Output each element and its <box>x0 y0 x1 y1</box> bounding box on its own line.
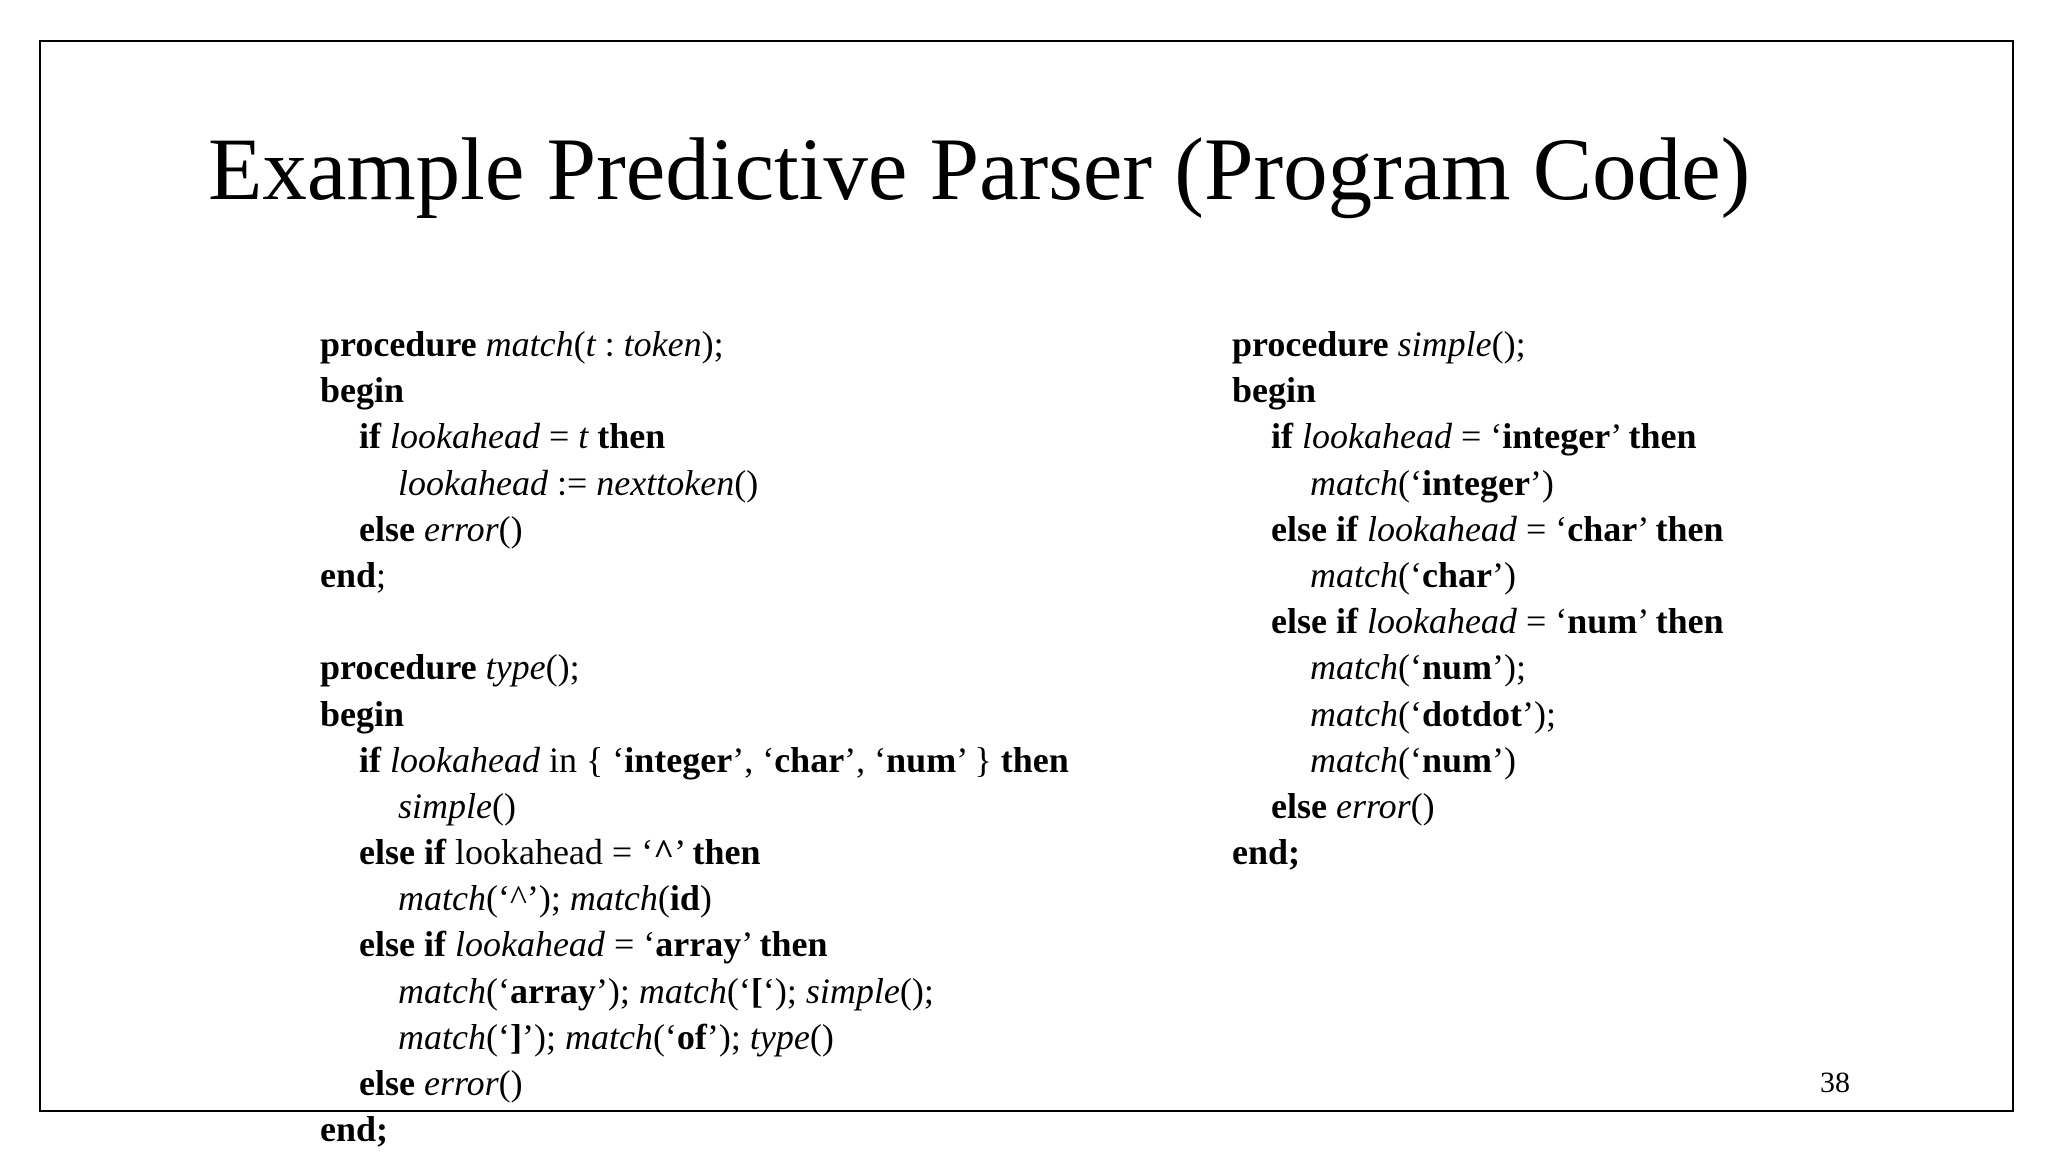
code-token: match <box>398 1016 486 1057</box>
code-block-right <box>1232 321 1724 875</box>
code-token: end; <box>320 1109 389 1150</box>
code-token: char <box>774 739 845 780</box>
code-line <box>320 460 1069 506</box>
code-line <box>320 1106 1069 1152</box>
code-line <box>320 783 1069 829</box>
code-token: then <box>692 832 761 873</box>
code-token: lookahead = ‘ <box>445 832 654 873</box>
code-token: ’ <box>1610 416 1629 457</box>
code-token <box>588 416 597 456</box>
code-token: = ‘ <box>604 924 656 965</box>
code-token: (); <box>545 647 580 688</box>
code-token: (‘^’); <box>485 878 570 919</box>
code-token: ’) <box>1492 739 1516 780</box>
code-token: then <box>1655 601 1724 642</box>
code-line <box>1232 829 1724 875</box>
code-token: match <box>398 970 486 1011</box>
code-token: ( <box>573 324 586 364</box>
code-token: ’ } <box>956 739 1001 780</box>
code-token: num <box>1567 601 1638 642</box>
code-token: (‘ <box>726 970 751 1011</box>
code-token: ; <box>376 554 387 595</box>
code-token: ’); <box>595 970 639 1011</box>
code-token: (‘ <box>1397 693 1422 734</box>
code-token: then <box>1628 416 1697 457</box>
code-token: = <box>539 416 579 457</box>
code-token <box>1327 786 1336 826</box>
code-token: else <box>1271 785 1327 826</box>
code-token: then <box>759 924 828 965</box>
code-line <box>1232 321 1724 367</box>
code-token: ’); <box>1522 693 1556 734</box>
code-token: : <box>595 324 624 364</box>
code-token: if <box>359 739 381 780</box>
code-line <box>1232 460 1724 506</box>
code-token: ’) <box>1491 554 1516 595</box>
code-token: lookahead <box>398 462 548 503</box>
code-line <box>320 737 1069 783</box>
code-token: token <box>623 324 702 364</box>
code-token: if <box>359 416 381 457</box>
code-token: match <box>1310 462 1398 503</box>
code-token: () <box>498 1063 523 1103</box>
code-token: match <box>1310 554 1398 595</box>
code-token: = ‘ <box>1516 601 1568 642</box>
code-token: error <box>423 1063 499 1103</box>
code-token: integer <box>1421 462 1530 503</box>
code-token: begin <box>320 693 405 734</box>
code-token: [ <box>750 970 763 1011</box>
code-line <box>320 506 1069 552</box>
code-line <box>320 321 1069 367</box>
code-token: error <box>1335 785 1411 826</box>
code-token: in { ‘ <box>539 739 625 780</box>
code-token <box>446 924 455 964</box>
code-token: num <box>886 739 957 780</box>
code-token: lookahead <box>1366 508 1517 549</box>
code-token: ’); <box>706 1016 750 1057</box>
code-token: num <box>1421 739 1492 780</box>
code-token: ’, ‘ <box>732 739 775 780</box>
code-token: end; <box>1232 832 1301 873</box>
code-token: end <box>320 554 377 595</box>
code-line <box>320 644 1069 690</box>
code-token <box>415 509 424 549</box>
code-token: () <box>734 462 759 503</box>
code-token: then <box>1000 739 1069 780</box>
code-token: type <box>485 647 546 688</box>
code-token: char <box>1567 508 1638 549</box>
code-token: ’) <box>1529 462 1554 503</box>
code-token: simple <box>805 970 900 1011</box>
code-token: lookahead <box>390 739 540 780</box>
code-token: else <box>359 508 415 549</box>
code-line <box>320 875 1069 921</box>
code-token: ’ <box>741 924 760 965</box>
code-token: ’); <box>521 1016 565 1057</box>
code-line <box>1232 413 1724 459</box>
code-token: else if <box>1271 601 1358 642</box>
code-line <box>320 968 1069 1014</box>
code-token: integer <box>624 739 733 780</box>
code-line <box>1232 552 1724 598</box>
code-token: = ‘ <box>1451 416 1503 457</box>
code-line <box>320 921 1069 967</box>
code-token: ] <box>509 1016 522 1057</box>
code-line <box>320 552 1069 598</box>
code-token: lookahead <box>454 924 605 965</box>
code-token: ‘); <box>762 970 806 1011</box>
code-token <box>415 1063 424 1103</box>
code-token: match <box>1310 739 1398 780</box>
page-number: 38 <box>1820 1066 1850 1099</box>
code-token: else if <box>359 832 446 873</box>
code-token: lookahead <box>1302 416 1452 457</box>
code-token: ); <box>701 324 724 364</box>
code-token: match <box>564 1016 653 1057</box>
code-token: char <box>1421 554 1492 595</box>
code-token: else if <box>359 924 446 965</box>
code-line <box>320 367 1069 413</box>
code-token <box>477 647 486 687</box>
code-line <box>320 1060 1069 1106</box>
code-token: begin <box>1232 370 1317 411</box>
code-token: () <box>809 1016 834 1057</box>
slide-title: Example Predictive Parser (Program Code) <box>208 121 1751 219</box>
code-line <box>320 691 1069 737</box>
code-token: match <box>569 878 658 919</box>
code-token: begin <box>320 370 405 411</box>
code-token: (); <box>1491 324 1526 364</box>
code-token: else if <box>1271 508 1358 549</box>
code-token: if <box>1271 416 1293 457</box>
code-token: (); <box>899 970 934 1011</box>
code-token: type <box>749 1016 810 1057</box>
code-token: procedure <box>320 647 477 688</box>
code-token: nexttoken <box>596 462 735 503</box>
code-token: dotdot <box>1421 693 1522 734</box>
code-token: (‘ <box>652 1016 677 1057</box>
code-token: integer <box>1502 416 1611 457</box>
code-token: () <box>1410 785 1435 826</box>
code-token: ’); <box>1492 647 1526 688</box>
code-line <box>1232 506 1724 552</box>
code-token: then <box>597 416 666 457</box>
code-token: (‘ <box>1397 554 1422 595</box>
code-token: ’ <box>1637 601 1656 642</box>
code-token: (‘ <box>1397 739 1422 780</box>
code-token: of <box>676 1016 707 1057</box>
code-token <box>1293 416 1302 456</box>
code-line <box>1232 367 1724 413</box>
code-token: procedure <box>1232 324 1389 364</box>
code-line <box>1232 737 1724 783</box>
code-token: match <box>1310 647 1398 688</box>
code-token: ) <box>699 878 712 919</box>
code-token: := <box>547 462 597 503</box>
code-token: ’ <box>674 832 693 873</box>
code-token: lookahead <box>390 416 540 457</box>
code-line <box>1232 644 1724 690</box>
code-line <box>1232 691 1724 737</box>
code-token: (‘ <box>485 970 510 1011</box>
code-token: t <box>585 324 596 364</box>
code-token: (‘ <box>1397 462 1422 503</box>
code-token: (‘ <box>485 1016 510 1057</box>
code-token: lookahead <box>1366 601 1517 642</box>
code-token: simple <box>1397 324 1492 364</box>
code-token: match <box>398 878 486 919</box>
code-token: ’, ‘ <box>844 739 887 780</box>
code-token: match <box>638 970 727 1011</box>
code-line <box>320 413 1069 459</box>
code-token: () <box>492 785 516 826</box>
code-line <box>320 829 1069 875</box>
code-token <box>381 416 390 456</box>
code-token: num <box>1421 647 1492 688</box>
code-token: ( <box>657 878 670 919</box>
code-line <box>320 1014 1069 1060</box>
code-block-left <box>320 321 1069 1152</box>
code-token: procedure <box>320 324 477 364</box>
code-token <box>1358 601 1367 641</box>
code-token: ^ <box>653 832 675 873</box>
code-token: else <box>359 1063 415 1103</box>
code-line <box>1232 598 1724 644</box>
code-token: match <box>485 324 574 364</box>
code-token: id <box>669 878 700 919</box>
code-token: match <box>1310 693 1398 734</box>
code-token <box>1389 324 1398 364</box>
code-token: then <box>1655 508 1724 549</box>
code-token: array <box>509 970 596 1011</box>
code-token: error <box>423 508 499 549</box>
code-line <box>1232 783 1724 829</box>
code-token <box>1358 509 1367 549</box>
code-token <box>381 740 390 780</box>
code-token: simple <box>398 785 492 826</box>
code-token: array <box>655 924 742 965</box>
code-line <box>320 598 1069 644</box>
code-token: (‘ <box>1397 647 1422 688</box>
code-token <box>477 324 486 364</box>
code-token: t <box>578 416 589 457</box>
code-token: = ‘ <box>1516 508 1568 549</box>
code-token: ’ <box>1637 508 1656 549</box>
code-token: () <box>498 508 523 549</box>
